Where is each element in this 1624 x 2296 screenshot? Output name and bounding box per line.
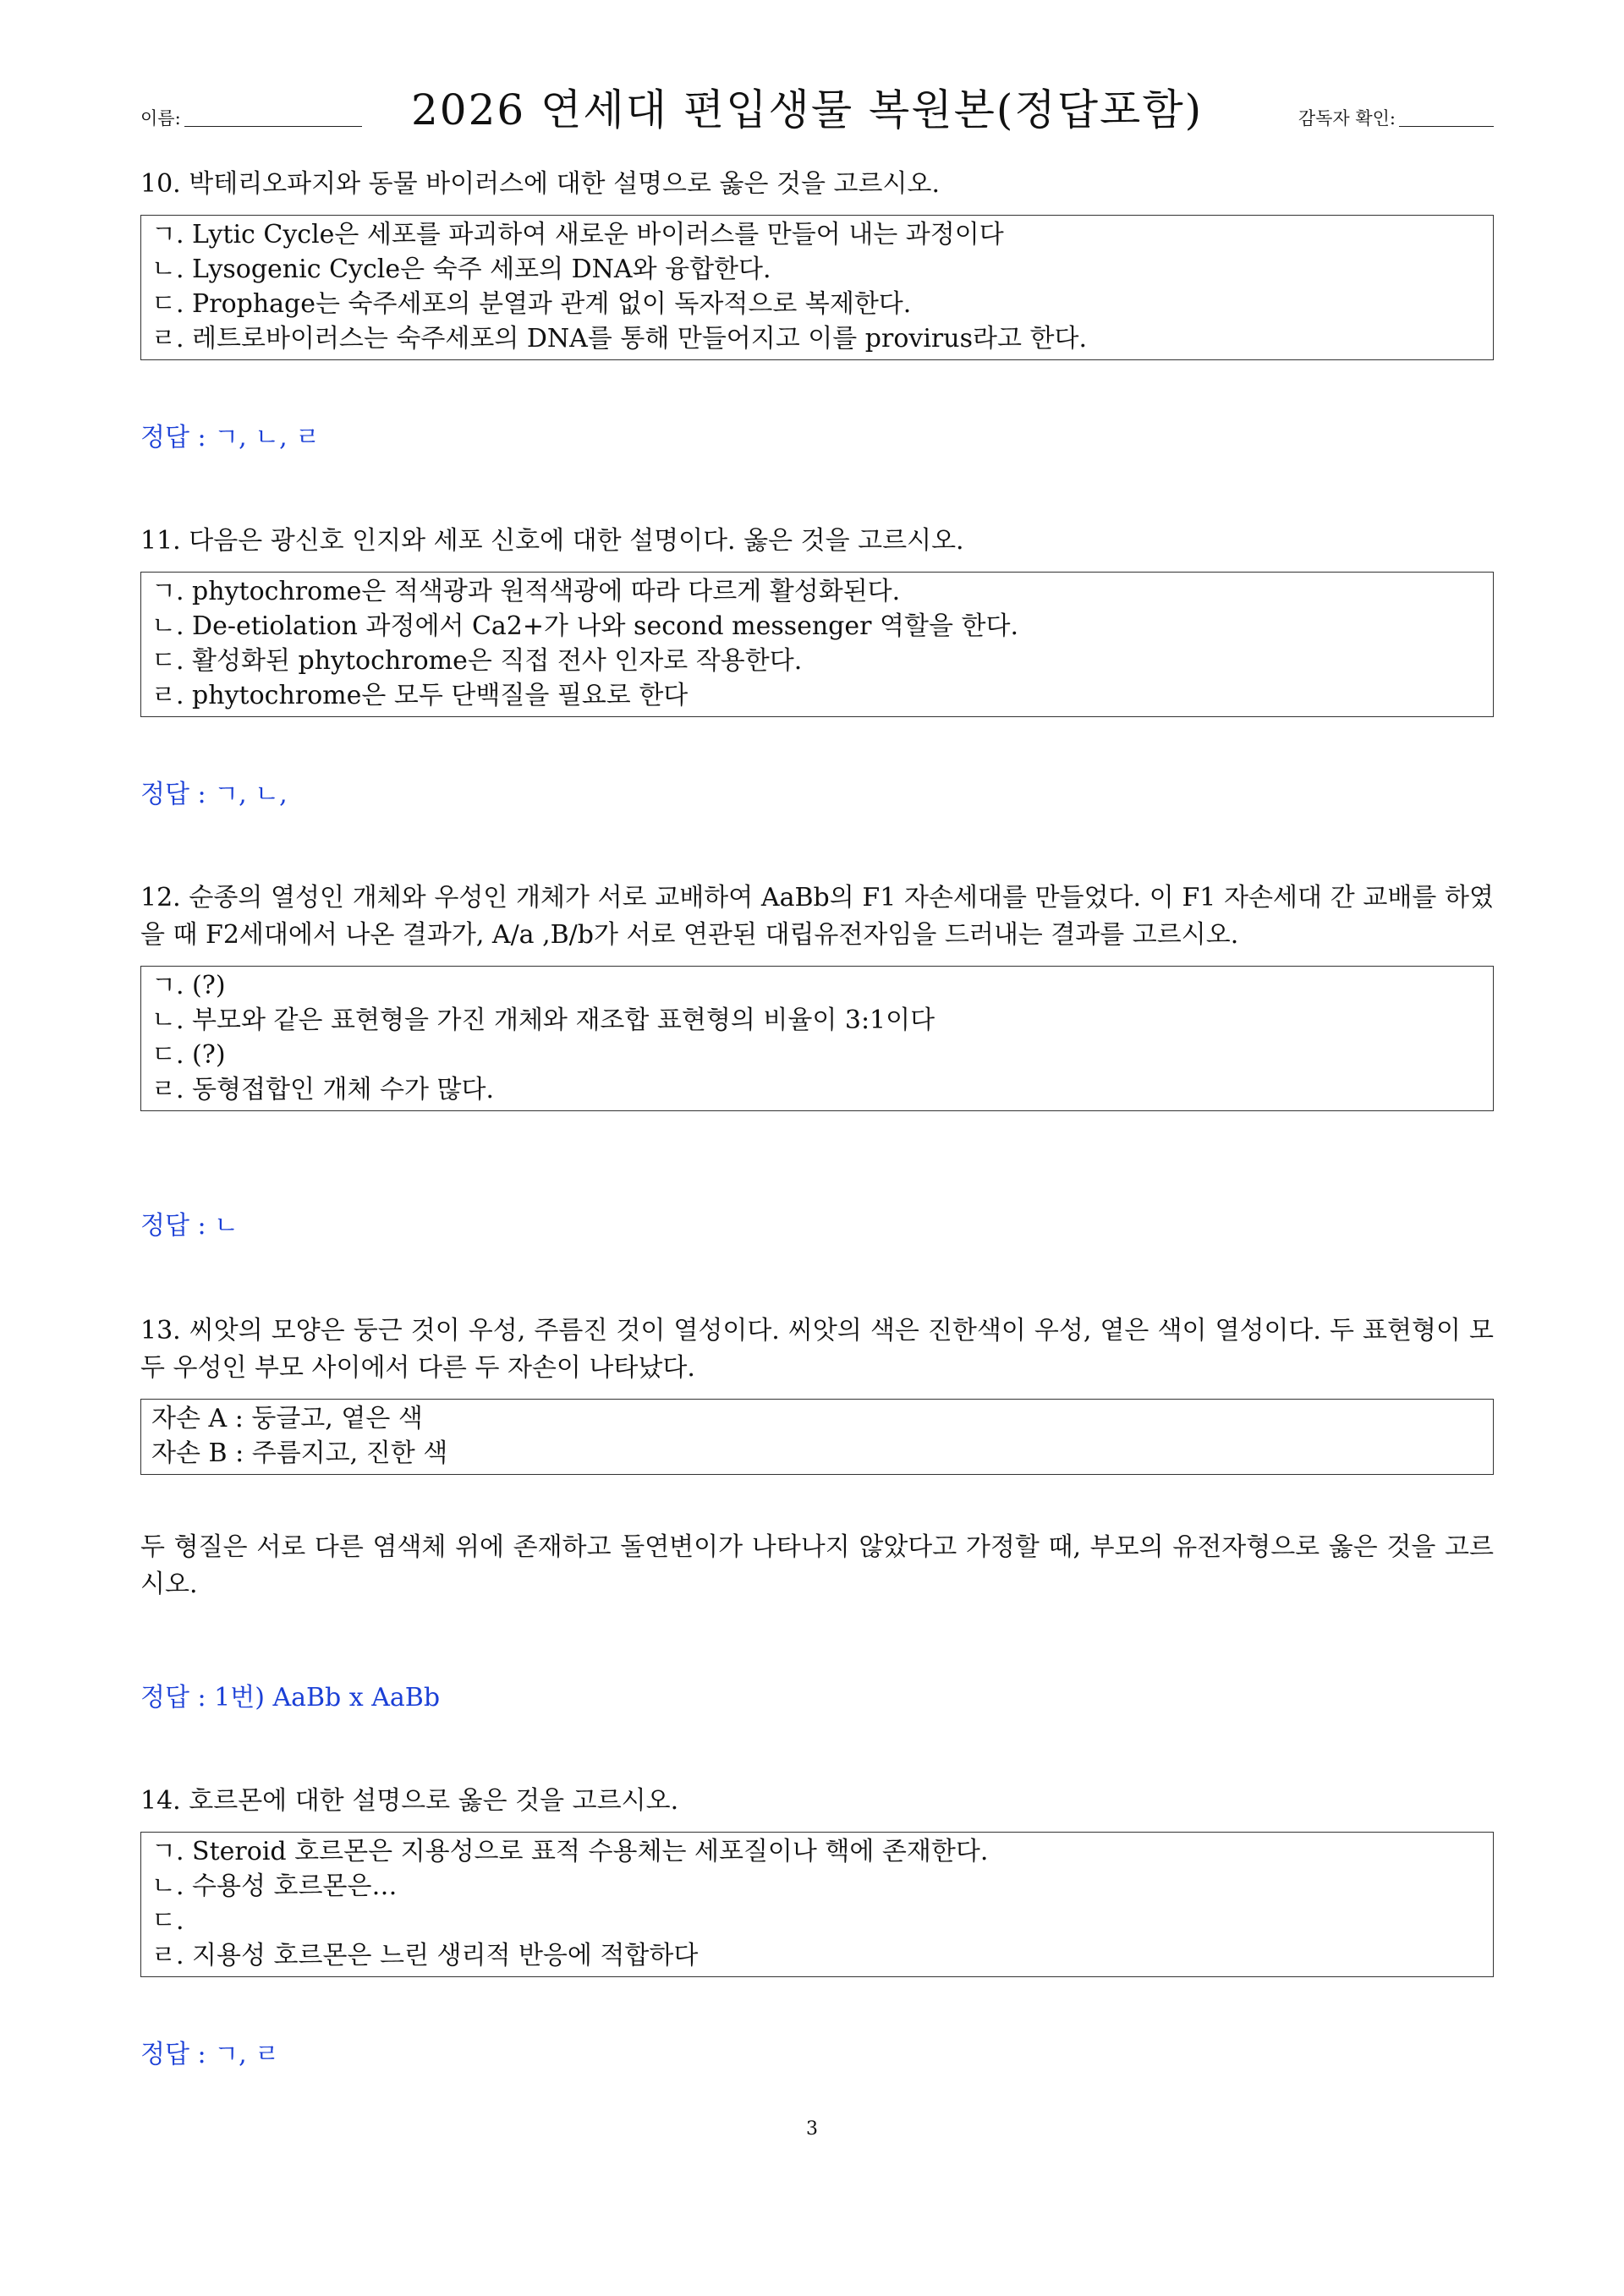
name-label: 이름: — [140, 108, 181, 129]
answer-11: 정답 : ㄱ, ㄴ, — [140, 780, 288, 809]
page-title: 2026 연세대 편입생물 복원본(정답포함) — [411, 85, 1204, 134]
choice-box — [140, 215, 1494, 360]
choice-item: 자손 B : 주름지고, 진한 색 — [151, 1438, 448, 1468]
choice-box — [140, 966, 1494, 1111]
choice-item: ㄴ. De-etiolation 과정에서 Ca2+가 나와 second messenger 역할을 한다. — [151, 611, 1018, 641]
choice-item: ㄹ. 지용성 호르몬은 느린 생리적 반응에 적합하다 — [151, 1941, 699, 1970]
answer-13: 정답 : 1번) AaBb x AaBb — [140, 1683, 441, 1712]
name-field — [140, 105, 362, 130]
supervisor-blank-line — [1399, 125, 1494, 127]
answer-14: 정답 : ㄱ, ㄹ — [140, 2040, 280, 2069]
choice-item: ㄱ. Steroid 호르몬은 지용성으로 표적 수용체는 세포질이나 핵에 존재한다. — [151, 1837, 989, 1866]
page-number: 3 — [806, 2118, 818, 2140]
choice-item: 자손 A : 둥글고, 옅은 색 — [151, 1404, 423, 1433]
question-14 — [140, 1783, 1494, 1977]
page-header — [140, 78, 1494, 137]
question-text: 13. 씨앗의 모양은 둥근 것이 우성, 주름진 것이 열성이다. 씨앗의 색은 진한색이 우성, 옅은 색이 열성이다. 두 표현형이 모두 우성인 부모 사이에서 다른 두 자손이 나타났다. — [140, 1316, 1494, 1383]
choice-box — [140, 572, 1494, 717]
question-13 — [140, 1312, 1494, 1475]
question-11 — [140, 523, 1494, 717]
choice-item: ㄴ. 부모와 같은 표현형을 가진 개체와 재조합 표현형의 비율이 3:1이다 — [151, 1006, 935, 1035]
choice-item: ㄱ. phytochrome은 적색광과 원적색광에 따라 다르게 활성화된다. — [151, 577, 901, 606]
choice-item: ㄷ. — [151, 1906, 184, 1936]
question-text: 14. 호르몬에 대한 설명으로 옳은 것을 고르시오. — [140, 1786, 679, 1816]
question-text: 11. 다음은 광신호 인지와 세포 신호에 대한 설명이다. 옳은 것을 고르시오. — [140, 526, 964, 556]
question-12 — [140, 879, 1494, 1111]
answer-10: 정답 : ㄱ, ㄴ, ㄹ — [140, 423, 321, 452]
question-10 — [140, 166, 1494, 360]
choice-item: ㄹ. 레트로바이러스는 숙주세포의 DNA를 통해 만들어지고 이를 provirus라고 한다. — [151, 324, 1087, 353]
name-blank-line — [184, 125, 362, 127]
supervisor-field — [1298, 105, 1494, 130]
choice-item: ㄴ. 수용성 호르몬은… — [151, 1871, 398, 1901]
choice-item: ㄹ. phytochrome은 모두 단백질을 필요로 한다 — [151, 681, 689, 710]
question-text: 12. 순종의 열성인 개체와 우성인 개체가 서로 교배하여 AaBb의 F1 자손세대를 만들었다. 이 F1 자손세대 간 교배를 하였을 때 F2세대에서 나온 결과가, A/a ,B/b가 서로 연관된 대립유전자임을 드러내는 결과를 고르시오. — [140, 883, 1494, 950]
choice-item: ㄷ. Prophage는 숙주세포의 분열과 관계 없이 독자적으로 복제한다. — [151, 289, 912, 319]
choice-item: ㄴ. Lysogenic Cycle은 숙주 세포의 DNA와 융합한다. — [151, 255, 771, 284]
answer-12: 정답 : ㄴ — [140, 1211, 239, 1241]
choice-item: ㄹ. 동형접합인 개체 수가 많다. — [151, 1075, 494, 1104]
question-13-followup: 두 형질은 서로 다른 염색체 위에 존재하고 돌연변이가 나타나지 않았다고 가정할 때, 부모의 유전자형으로 옳은 것을 고르시오. — [140, 1532, 1494, 1599]
choice-box — [140, 1399, 1494, 1475]
choice-item: ㄷ. 활성화된 phytochrome은 직접 전사 인자로 작용한다. — [151, 646, 803, 676]
choice-item: ㄱ. (?) — [151, 971, 226, 1000]
choice-box — [140, 1832, 1494, 1977]
choice-item: ㄷ. (?) — [151, 1040, 226, 1070]
question-text: 10. 박테리오파지와 동물 바이러스에 대한 설명으로 옳은 것을 고르시오. — [140, 169, 940, 199]
choice-item: ㄱ. Lytic Cycle은 세포를 파괴하여 새로운 바이러스를 만들어 내는 과정이다 — [151, 220, 1004, 249]
supervisor-label: 감독자 확인: — [1298, 108, 1396, 129]
